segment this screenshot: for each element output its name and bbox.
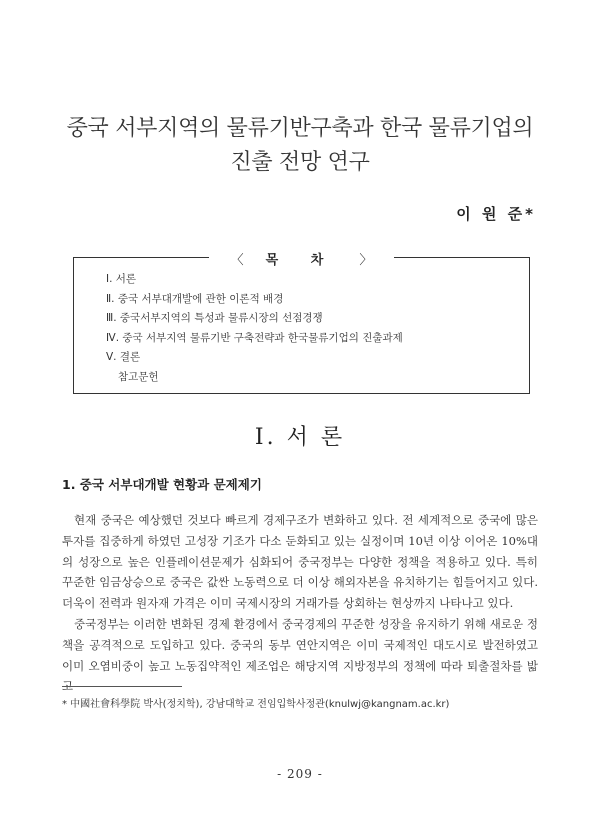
footnote: * 中國社會科學院 박사(정치학), 강남대학교 전임입학사정관(knulwj@kangnam.ac.kr) <box>62 699 450 710</box>
table-of-contents <box>73 253 530 394</box>
body-paragraph: 현재 중국은 예상했던 것보다 빠르게 경제구조가 변화하고 있다. 전 세계적으로 중국에 많은 투자를 집중하게 하였던 고성장 기조가 다소 둔화되고 있는 실정이며 10년 이상 이어온 10%대의 성장으로 높은 인플레이션문제가 심화되어 중국정부는 다양한 정책을 적용하고 있다. 특히 꾸준한 임금상승으로 중국은 값싼 노동력으로 더 이상 해외자본을 유치하기는 힘들어지고 있다. 더욱이 전력과 원자재 가격은 이미 국제시장의 거래가를 상회하는 현상까지 나타나고 있다. <box>62 513 538 611</box>
section-title: Ⅰ. 서 론 <box>254 425 346 450</box>
toc-item: 참고문헌 <box>118 370 159 383</box>
toc-heading <box>74 249 529 268</box>
subsection-title: 1. 중국 서부대개발 현황과 문제제기 <box>62 477 262 492</box>
title-line-1: 중국 서부지역의 물류기반구축과 한국 물류기업의 <box>66 116 534 141</box>
toc-item: Ⅲ. 중국서부지역의 특성과 물류시장의 선점경쟁 <box>106 312 323 325</box>
toc-item: Ⅴ. 결론 <box>106 351 141 364</box>
toc-list <box>106 270 403 388</box>
toc-heading-text: 목 차 <box>250 253 354 268</box>
paper-title <box>0 112 600 180</box>
toc-item: Ⅰ. 서론 <box>106 273 137 285</box>
footnote-divider <box>62 686 182 687</box>
body-text <box>62 510 538 697</box>
toc-item: Ⅱ. 중국 서부대개발에 관한 이론적 배경 <box>106 292 284 305</box>
body-paragraph: 중국정부는 이러한 변화된 경제 환경에서 중국경제의 꾸준한 성장을 유지하기 위해 새로운 정책을 공격적으로 도입하고 있다. 중국의 동부 연안지역은 이미 국제적인 대도시로 발전하였고 이미 오염비중이 높고 노동집약적인 제조업은 해당지역 지방정부의 정책에 따라 퇴출절차를 밟고 <box>62 616 538 694</box>
author-name: 이 원 준* <box>456 205 536 223</box>
toc-bracket-right: 〉 <box>353 253 378 268</box>
toc-item: Ⅳ. 중국 서부지역 물류기반 구축전략과 한국물류기업의 진출과제 <box>106 331 403 344</box>
toc-bracket-left: 〈 <box>225 253 250 268</box>
title-line-2: 진출 전망 연구 <box>230 150 370 175</box>
page-number: - 209 - <box>277 767 323 781</box>
